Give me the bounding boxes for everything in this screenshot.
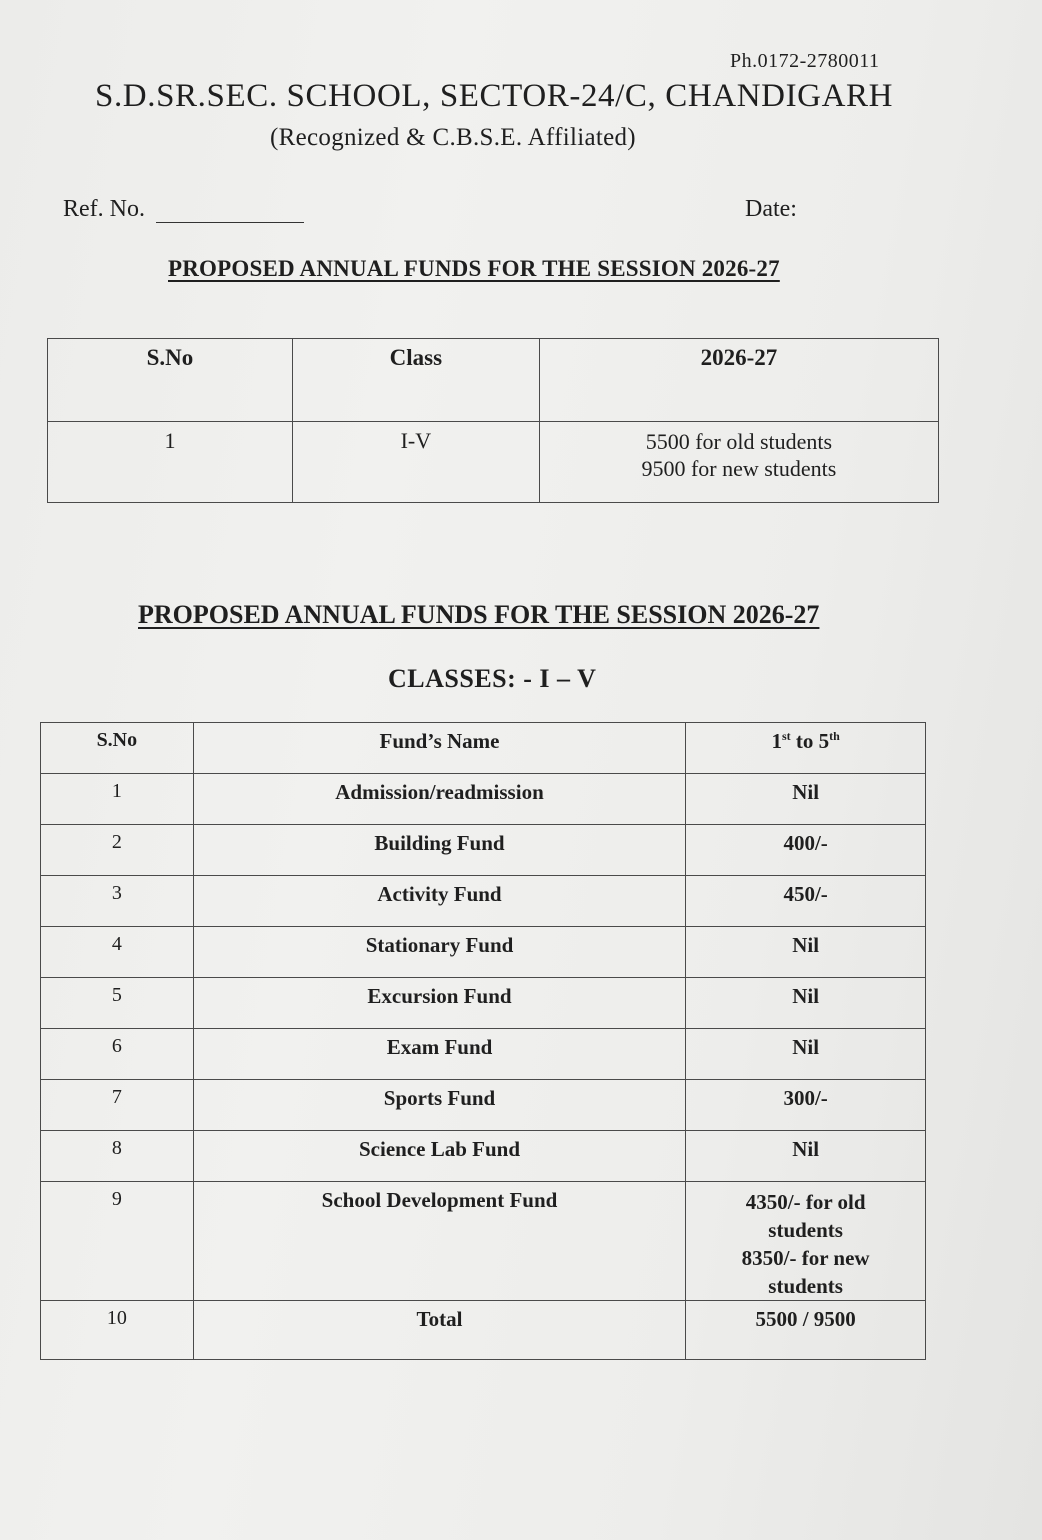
row-fund: Admission/readmission [193, 774, 686, 825]
col-sno: S.No [41, 723, 194, 774]
summary-header-row [48, 339, 939, 422]
col-class-range [686, 723, 926, 774]
recognition-note: (Recognized & C.B.S.E. Affiliated) [270, 124, 636, 151]
col-fund-name: Fund’s Name [193, 723, 686, 774]
summary-class: I-V [292, 422, 539, 503]
range-end-sup: th [829, 729, 840, 743]
row-sno: 2 [41, 825, 194, 876]
table-row [41, 876, 926, 927]
phone-number: Ph.0172-2780011 [730, 50, 880, 72]
range-start: 1 [771, 729, 782, 753]
col-class: Class [292, 339, 539, 422]
col-session: 2026-27 [539, 339, 938, 422]
row-sno: 5 [41, 978, 194, 1029]
row-sno: 1 [41, 774, 194, 825]
col-sno: S.No [48, 339, 293, 422]
row-amount: 300/- [686, 1080, 926, 1131]
school-name: S.D.SR.SEC. SCHOOL, SECTOR-24/C, CHANDIGARH [95, 78, 894, 114]
row-sno: 4 [41, 927, 194, 978]
range-start-sup: st [781, 729, 791, 743]
row-sno: 7 [41, 1080, 194, 1131]
row-sno: 8 [41, 1131, 194, 1182]
ref-no-line [156, 222, 304, 223]
row-fund: Building Fund [193, 825, 686, 876]
summary-row [48, 422, 939, 503]
row-fund: Exam Fund [193, 1029, 686, 1080]
row-sno: 9 [41, 1182, 194, 1301]
dev-line-3: 8350/- for new [741, 1246, 870, 1270]
table-row [41, 927, 926, 978]
dev-line-4: students [768, 1274, 843, 1298]
summary-sno: 1 [48, 422, 293, 503]
funds-header-row [41, 723, 926, 774]
classes-label: CLASSES: - I – V [388, 664, 597, 693]
amount-old: 5500 for old students [645, 429, 833, 454]
row-fund: Stationary Fund [193, 927, 686, 978]
table-row [41, 825, 926, 876]
total-row [41, 1301, 926, 1360]
funds-table [40, 722, 926, 1360]
row-amount: Nil [686, 1029, 926, 1080]
dev-line-1: 4350/- for old [745, 1190, 866, 1214]
row-amount: Nil [686, 927, 926, 978]
date-label: Date: [745, 196, 797, 222]
row-fund: Sports Fund [193, 1080, 686, 1131]
ref-no-label: Ref. No. [63, 196, 145, 222]
section2-title: PROPOSED ANNUAL FUNDS FOR THE SESSION 2026-27 [138, 600, 820, 629]
row-fund: School Development Fund [193, 1182, 686, 1301]
total-amount: 5500 / 9500 [686, 1301, 926, 1360]
amount-new: 9500 for new students [641, 456, 837, 481]
summary-amount [539, 422, 938, 503]
table-row [41, 1182, 926, 1301]
table-row [41, 1131, 926, 1182]
row-amount: 450/- [686, 876, 926, 927]
row-sno: 3 [41, 876, 194, 927]
row-amount: 400/- [686, 825, 926, 876]
row-fund: Activity Fund [193, 876, 686, 927]
row-sno: 6 [41, 1029, 194, 1080]
table-row [41, 774, 926, 825]
total-sno: 10 [41, 1301, 194, 1360]
row-fund: Science Lab Fund [193, 1131, 686, 1182]
summary-table [47, 338, 939, 503]
table-row [41, 1080, 926, 1131]
total-label: Total [193, 1301, 686, 1360]
row-fund: Excursion Fund [193, 978, 686, 1029]
row-amount: Nil [686, 1131, 926, 1182]
table-row [41, 1029, 926, 1080]
section1-title: PROPOSED ANNUAL FUNDS FOR THE SESSION 2026-27 [168, 256, 780, 281]
range-mid: to 5 [790, 729, 830, 753]
row-amount [686, 1182, 926, 1301]
row-amount: Nil [686, 978, 926, 1029]
row-amount: Nil [686, 774, 926, 825]
dev-line-2: students [768, 1218, 843, 1242]
table-row [41, 978, 926, 1029]
